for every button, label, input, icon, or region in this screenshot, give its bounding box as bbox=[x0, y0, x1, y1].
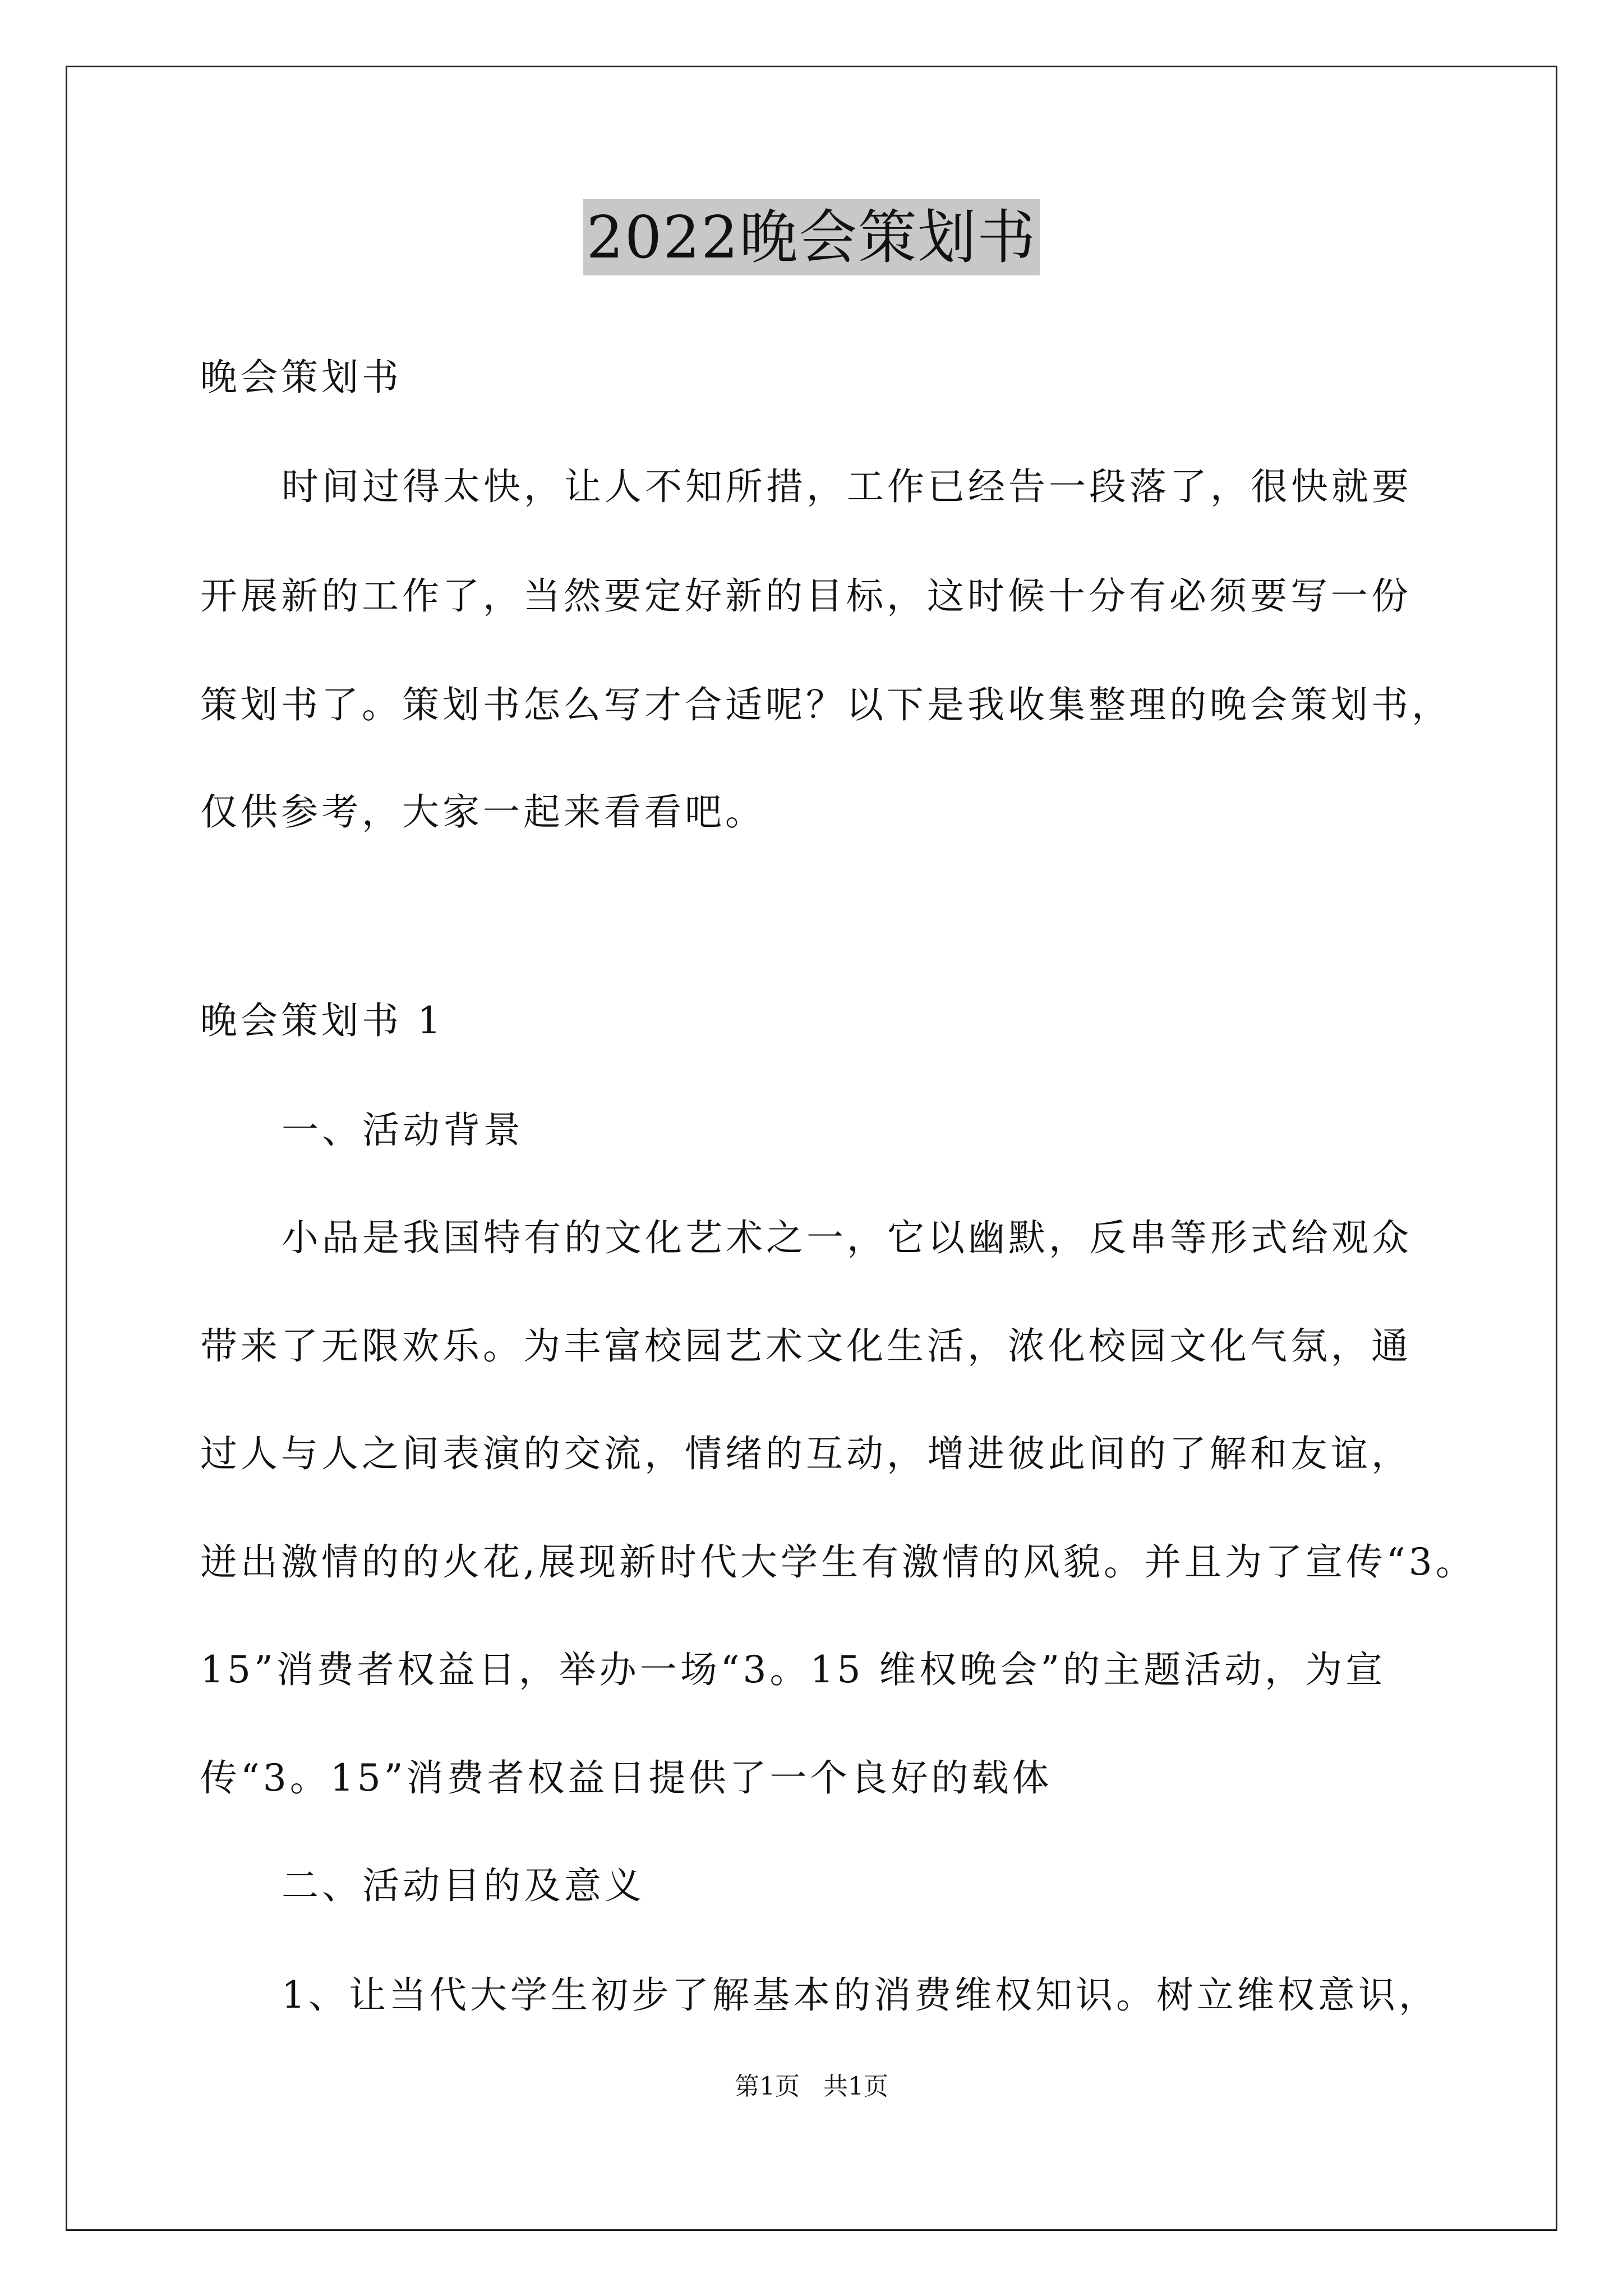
background-line-6: 传“3。15”消费者权益日提供了一个良好的载体 bbox=[200, 1756, 1053, 1800]
background-line-3: 过人与人之间表演的交流，情绪的互动，增进彼此间的了解和友谊， bbox=[200, 1432, 1412, 1475]
document-subtitle: 晚会策划书 bbox=[200, 356, 402, 399]
purpose-line-1: 1、让当代大学生初步了解基本的消费维权知识。树立维权意识， bbox=[282, 1973, 1439, 2017]
intro-line-3: 策划书了。策划书怎么写才合适呢？以下是我收集整理的晚会策划书， bbox=[200, 683, 1452, 726]
background-line-4: 迸出激情的的火花,展现新时代大学生有激情的风貌。并且为了宣传“3。 bbox=[200, 1540, 1476, 1584]
background-line-1: 小品是我国特有的文化艺术之一，它以幽默，反串等形式给观众 bbox=[282, 1216, 1412, 1259]
intro-line-2: 开展新的工作了，当然要定好新的目标，这时候十分有必须要写一份 bbox=[200, 574, 1412, 618]
background-line-5: 15”消费者权益日，举办一场“3。15 维权晚会”的主题活动，为宣 bbox=[200, 1648, 1386, 1691]
page-footer: 第1页 共1页 bbox=[735, 2072, 888, 2101]
document-title: 2022晚会策划书 bbox=[583, 199, 1040, 275]
section-heading: 晚会策划书 1 bbox=[200, 999, 444, 1042]
intro-line-1: 时间过得太快，让人不知所措，工作已经告一段落了，很快就要 bbox=[282, 465, 1412, 508]
heading-purpose: 二、活动目的及意义 bbox=[282, 1864, 645, 1907]
background-line-2: 带来了无限欢乐。为丰富校园艺术文化生活，浓化校园文化气氛，通 bbox=[200, 1324, 1412, 1368]
intro-line-4: 仅供参考，大家一起来看看吧。 bbox=[200, 790, 766, 834]
title-wrap bbox=[0, 199, 1623, 275]
heading-background: 一、活动背景 bbox=[282, 1108, 524, 1152]
